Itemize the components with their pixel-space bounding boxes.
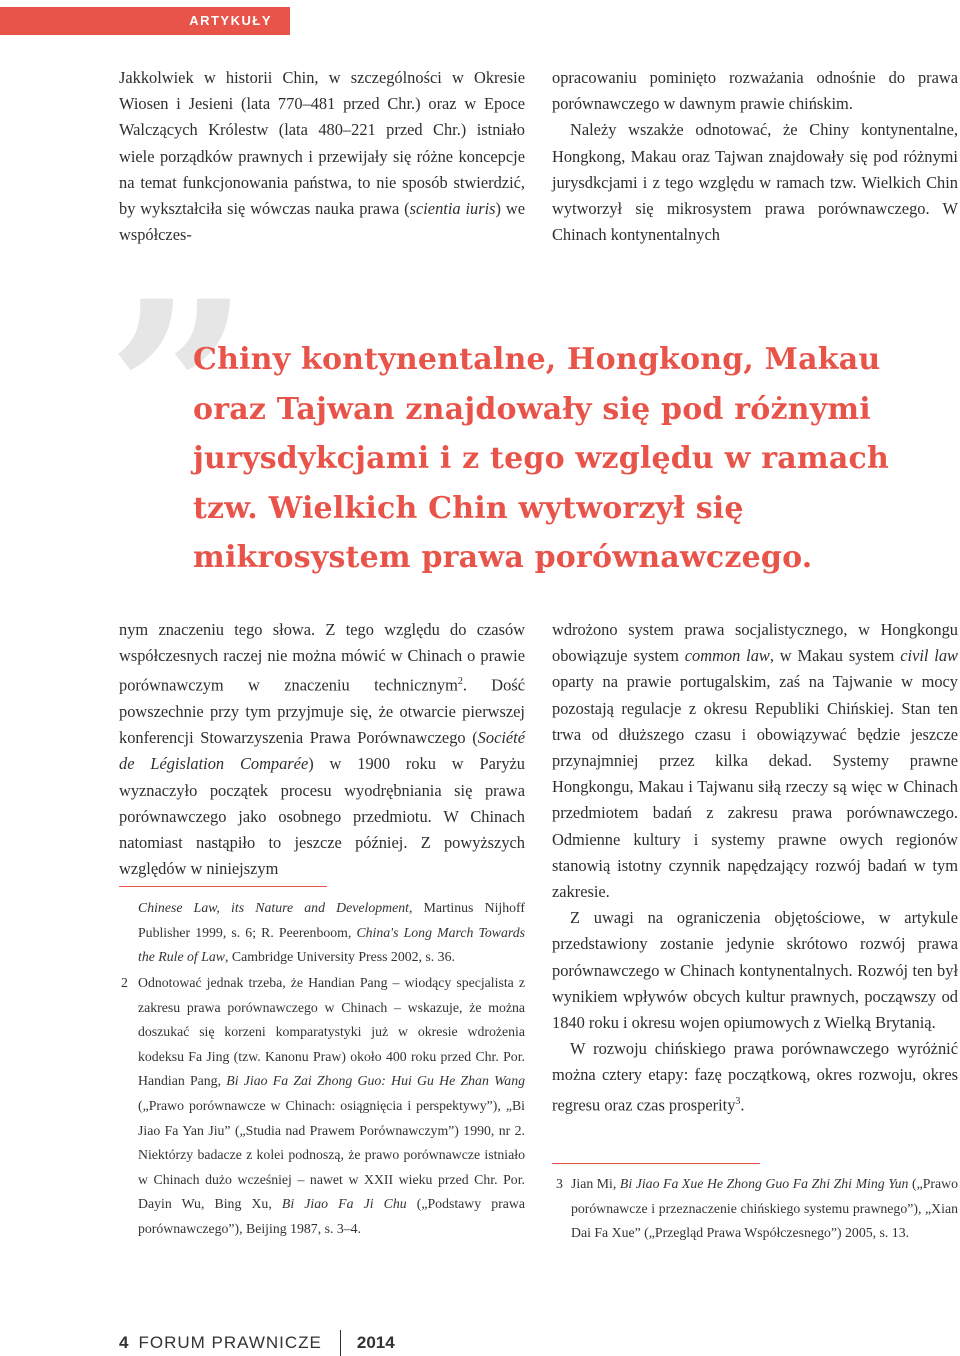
bottom-right-paragraph-1 [552, 617, 958, 905]
footnote-1-text-2: , Cambridge University Press 2002, s. 36. [225, 949, 455, 965]
page-number: 4 [119, 1333, 129, 1352]
footnote-2-text-2: („Prawo porównawcze w Chinach: osiągnięcia i perspektywy”), „Bi Jiao Fa Yan Jiu” („Studia nad Prawem Porównawczym”) 1990, nr 2. Niektórzy badacze z kolei podnoszą, że prawo porównawcze istniało w Chinach dużo wcześniej – nawet w XXII wieku przed Chr. Por. Dayin Wu, Bing Xu, [138, 1097, 525, 1212]
footnote-2-title-1: Bi Jiao Fa Zai Zhong Guo: Hui Gu He Zhan Wang [226, 1073, 526, 1089]
section-tag: ARTYKUŁY [0, 7, 290, 35]
footnote-2 [138, 971, 525, 1242]
bottom-right-paragraph-2 [552, 905, 958, 1036]
bottom-right-paragraph-3 [552, 1036, 958, 1118]
footnote-ref-3[interactable]: 3 [735, 1095, 741, 1107]
intro-paragraph [119, 65, 525, 248]
top-right-paragraph-1: opracowaniu pominięto rozważania odnośnie do prawa porównawczego w dawnym prawie chińskim. [552, 68, 958, 114]
pull-quote: Chiny kontynentalne, Hongkong, Makau oraz Tajwan znajdowały się pod różnymi jurysdykcjami i z tego względu w ramach tzw. Wielkich Chin wytworzył się mikrosystem prawa porównawczego. [193, 342, 889, 575]
top-right-paragraph-2 [552, 117, 958, 248]
bottom-left-text-3: ) w 1900 roku w Paryżu wyznaczyło początek procesu wyodrębniania się prawa porównawczego jako osobnego przedmiotu. W Chinach natomiast nastąpiło to jeszcze później. Z powyższych względów w niniejszym [119, 754, 525, 879]
bottom-right-text-2: , w Makau system [769, 646, 901, 666]
bottom-left-paragraph [119, 617, 525, 883]
footnote-ref-2[interactable]: 2 [457, 676, 463, 688]
publication-year: 2014 [356, 1333, 395, 1352]
top-right-column [552, 65, 958, 248]
bottom-right-text-1: wdrożono system prawa socjalistycznego, w Hongkongu obowiązuje system [552, 620, 958, 666]
footnote-3-title: Bi Jiao Fa Xue He Zhong Guo Fa Zhi Zhi Ming Yun [619, 1176, 909, 1191]
bottom-right-text-4: W rozwoju chińskiego prawa porównawczego wyróżnić można cztery etapy: fazę początkową, okres rozwoju, okres regresu oraz czas prosperity [552, 1039, 958, 1115]
intro-text-italic: scientia iuris [409, 199, 496, 219]
quote-mark-icon: ” [106, 246, 250, 540]
bottom-right-paragraph-2-text: Z uwagi na ograniczenia objętościowe, w artykule przedstawiony zostanie jedynie skrótowo rozwój prawa porównawczego w Chinach kontynentalnych. Rozwój ten był wynikiem wpływów obcych kultur prawnych, począwszy od 1840 roku i okresu wojen opiumowych z Wielką Brytanią. [552, 908, 958, 1033]
footnote-rule-left [119, 886, 327, 887]
footnote-3-text-2: („Prawo porównawcze i przeznaczenie chińskiego systemu prawnego”), „Xian Dai Fa Xue” („Przegląd Prawa Współczesnego”) 2005, s. 13. [571, 1176, 959, 1241]
civil-law-term: civil law [900, 646, 958, 666]
intro-text-2: ) we współczes- [119, 199, 525, 245]
publication-name: FORUM PRAWNICZE [138, 1333, 322, 1352]
footnote-3 [571, 1172, 958, 1246]
bottom-right-text-5: . [740, 1095, 745, 1115]
footnote-1 [138, 896, 525, 970]
footnote-1-title-2: China's Long March Towards the Rule of Law [138, 924, 525, 965]
footnote-3-text-1: Jian Mi, [571, 1176, 620, 1191]
bottom-left-italic: Société de Législation Comparée [119, 728, 525, 774]
top-right-paragraph-2-text: Należy wszakże odnotować, że Chiny kontynentalne, Hongkong, Makau oraz Tajwan znajdowały się pod różnymi jurysdkcjami i z tego względu w ramach tzw. Wielkich Chin wytworzył się mikrosystem prawa porównawczego. W Chinach kontynentalnych [552, 120, 958, 245]
footnote-1-text-1: , Martinus Nijhoff Publisher 1999, s. 6; R. Peerenboom, [138, 900, 525, 940]
bottom-left-text-1: nym znaczeniu tego słowa. Z tego względu do czasów współczesnych raczej nie można mówić w Chinach o prawie porównawczym w znaczeniu technicznym [119, 620, 525, 695]
footnote-2-title-2: Bi Jiao Fa Ji Chu [281, 1196, 407, 1212]
page-footer [119, 1330, 395, 1356]
intro-text-1: Jakkolwiek w historii Chin, w szczególności w Okresie Wiosen i Jesieni (lata 770–481 przed Chr.) oraz w Epoce Walczących Królestw (lata 480–221 przed Chr.) istniało wiele porządków prawnych i przewijały się różne koncepcje na temat funkcjonowania państwa, to nie sposób stwierdzić, by wykształciła się wówczas nauka prawa ( [119, 68, 525, 219]
footnote-2-text-3: („Podstawy prawa porównawczego”), Beijing 1987, s. 3–4. [138, 1196, 525, 1236]
common-law-term: common law [684, 646, 770, 666]
bottom-right-column [552, 617, 958, 1118]
bottom-right-text-3: oparty na prawie portugalskim, zaś na Tajwanie w mocy pozostają regulacje z okresu Republiki Chińskiej. Stan ten trwa od dłuższego czasu i obowiązywać będzie jeszcze przynajmniej przez kilka dekad. Systemy prawne Hongkongu, Makau i Tajwanu siłą rzeczy są więc w Chinach przedmiotem badań z zakresu prawa porównawczego. Odmienne kultury i systemy prawne owych regionów stanowią istotny czynnik napędzający rozwój badań w tym zakresie. [552, 672, 958, 902]
footnote-2-text-1: Odnotować jednak trzeba, że Handian Pang – wiodący specjalista z zakresu prawa porównawczego w Chinach – wskazuje, że można doszukać się korzeni komparatystyki już w okresie wdrożenia kodeksu Fa Jing (tzw. Kanonu Praw) około 400 roku przed Chr. Por. Handian Pang, [138, 975, 525, 1089]
footnote-1-title: Chinese Law, its Nature and Development [138, 900, 409, 915]
bottom-left-text-2: . Dość powszechnie przy tym przyjmuje się, że otwarcie pierwszej konferencji Stowarzyszenia Prawa Porównawczego ( [119, 675, 525, 748]
footnote-3-number: 3 [556, 1176, 563, 1191]
footnote-2-number: 2 [121, 975, 128, 990]
footnote-rule-right [552, 1163, 760, 1164]
footer-divider [340, 1330, 341, 1356]
